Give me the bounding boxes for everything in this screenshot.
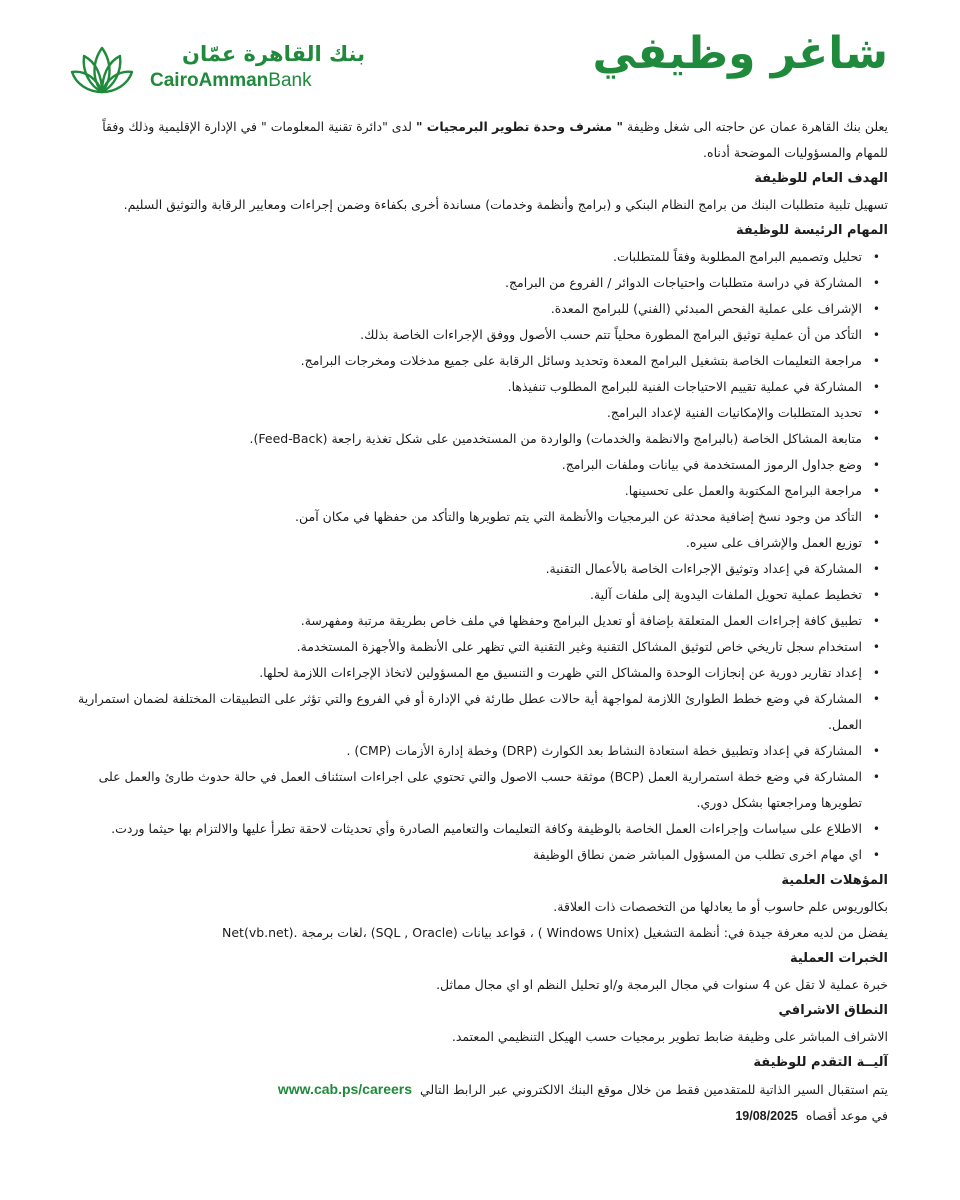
objective-text: تسهيل تلبية متطلبات البنك من برامج النظام البنكي و (برامج وأنظمة وخدمات) مساندة أخرى بكفاءة وضمن إجراءات ومعايير الرقابة والتوثيق السليم. <box>123 197 888 212</box>
list-item: • مراجعة البرامج المكتوبة والعمل على تحسينها. <box>72 478 872 504</box>
list-item: • تحليل وتصميم البرامج المطلوبة وفقاً للمتطلبات. <box>72 244 872 270</box>
deadline-label: في موعد أقصاه <box>805 1108 888 1123</box>
list-item: • تحديد المتطلبات والإمكانيات الفنية لإعداد البرامج. <box>72 400 872 426</box>
experience-heading: الخبرات العملية <box>789 951 888 966</box>
experience-text: خبرة عملية لا تقل عن 4 سنوات في مجال البرمجة و/او تحليل النظم او اي مجال مماثل. <box>436 977 888 992</box>
intro-text-2: لدى "دائرة تقنية المعلومات " في الإدارة الإقليمية وذلك وفقاً للمهام والمسؤوليات الموضحة أدناه. <box>102 119 888 160</box>
lotus-logo-icon <box>70 42 134 98</box>
list-item: • مراجعة التعليمات الخاصة بتشغيل البرامج المعدة وتحديد وسائل الرقابة على جميع مدخلات ومخرجات البرامج. <box>72 348 872 374</box>
list-item: • التأكد من أن عملية توثيق البرامج المطورة محلياً تتم حسب الأصول ووفق الإجراءات الخاصة بذلك. <box>72 322 872 348</box>
logo-arabic-name: بنك القاهرة عمّان <box>182 42 365 66</box>
list-item: • المشاركة في عملية تقييم الاحتياجات الفنية للبرامج المطلوب تنفيذها. <box>72 374 872 400</box>
intro-paragraph <box>72 114 888 166</box>
supervision-text: الاشراف المباشر على وظيفة ضابط تطوير برمجيات حسب الهيكل التنظيمي المعتمد. <box>451 1029 888 1044</box>
qualifications-heading: المؤهلات العلمية <box>781 873 888 888</box>
logo-en-bank: Bank <box>268 70 312 91</box>
careers-link[interactable]: www.cab.ps/careers <box>277 1081 413 1097</box>
list-item: • الإشراف على عملية الفحص المبدئي (الفني) للبرامج المعدة. <box>72 296 872 322</box>
tasks-heading: المهام الرئيسة للوظيفة <box>736 223 888 238</box>
position-name: " مشرف وحدة تطوير البرمجيات " <box>415 119 623 134</box>
list-item: • استخدام سجل تاريخي خاص لتوثيق المشاكل التقنية وغير التقنية التي تظهر على الأنظمة والأجهزة المستخدمة. <box>72 634 872 660</box>
intro-text-1: يعلن بنك القاهرة عمان عن حاجته الى شغل وظيفة <box>623 119 888 134</box>
list-item: • وضع جداول الرموز المستخدمة في بيانات وملفات البرامج. <box>72 452 872 478</box>
logo-english-name <box>150 70 312 93</box>
list-item: • المشاركة في وضع خطط الطوارئ اللازمة لمواجهة أية حالات عطل طارئة في الإدارة أو في الفروع والتي تؤثر على التطبيقات المختلفة لضمان استمرارية العمل. <box>72 686 872 738</box>
bank-logo <box>70 42 365 102</box>
list-item: • المشاركة في إعداد وتطبيق خطة استعادة النشاط بعد الكوارث (DRP) وخطة إدارة الأزمات (CMP) . <box>72 738 872 764</box>
list-item: • اي مهام اخرى تطلب من المسؤول المباشر ضمن نطاق الوظيفة <box>72 842 872 868</box>
job-description <box>72 114 888 1129</box>
logo-en-amman: Amman <box>198 70 269 91</box>
list-item: • التأكد من وجود نسخ إضافية محدثة عن البرمجيات والأنظمة التي يتم تطويرها والتأكد من حفظها في مكان آمن. <box>72 504 872 530</box>
logo-en-cairo: Cairo <box>150 70 199 91</box>
qualifications-line-1: بكالوريوس علم حاسوب أو ما يعادلها من التخصصات ذات العلاقة. <box>553 899 888 914</box>
list-item: • المشاركة في وضع خطة استمرارية العمل (BCP) موثقة حسب الاصول والتي تحتوي على اجراءات استئناف العمل في حالة حدوث طارئ والعمل على تطويرها ومراجعتها بشكل دوري. <box>72 764 872 816</box>
tasks-list <box>72 244 888 868</box>
list-item: • المشاركة في دراسة متطلبات واحتياجات الدوائر / الفروع من البرامج. <box>72 270 872 296</box>
list-item: • تخطيط عملية تحويل الملفات اليدوية إلى ملفات آلية. <box>72 582 872 608</box>
deadline-date: 19/08/2025 <box>735 1109 798 1123</box>
list-item: • الاطلاع على سياسات وإجراءات العمل الخاصة بالوظيفة وكافة التعليمات والتعاميم الصادرة وأي تحديثات لاحقة تطرأ عليها والالتزام بها حيثما وردت. <box>72 816 872 842</box>
apply-heading: آليــة التقدم للوظيفة <box>753 1055 888 1070</box>
objective-heading: الهدف العام للوظيفة <box>754 171 888 186</box>
page-title: شاغر وظيفي <box>592 28 888 79</box>
list-item: • توزيع العمل والإشراف على سيره. <box>72 530 872 556</box>
apply-instructions: يتم استقبال السير الذاتية للمتقدمين فقط من خلال موقع البنك الالكتروني عبر الرابط التالي <box>419 1082 888 1097</box>
apply-text <box>72 1076 888 1103</box>
list-item: • تطبيق كافة إجراءات العمل المتعلقة بإضافة أو تعديل البرامج وحفظها في ملف خاص بطريقة مرتبة ومفهرسة. <box>72 608 872 634</box>
qualifications-line-2: يفضل من لديه معرفة جيدة في: أنظمة التشغيل (Windows Unix ) ، قواعد بيانات (SQL , Oracle) ،لغات برمجة .Net(vb.net) <box>222 925 888 940</box>
list-item: • إعداد تقارير دورية عن إنجازات الوحدة والمشاكل التي ظهرت و التنسيق مع المسؤولين لاتخاذ الإجراءات اللازمة لحلها. <box>72 660 872 686</box>
deadline <box>72 1103 888 1129</box>
supervision-heading: النطاق الاشرافي <box>778 1003 888 1018</box>
list-item: • متابعة المشاكل الخاصة (بالبرامج والانظمة والخدمات) والواردة من المستخدمين على شكل تغذية راجعة (Feed-Back). <box>72 426 872 452</box>
list-item: • المشاركة في إعداد وتوثيق الإجراءات الخاصة بالأعمال التقنية. <box>72 556 872 582</box>
